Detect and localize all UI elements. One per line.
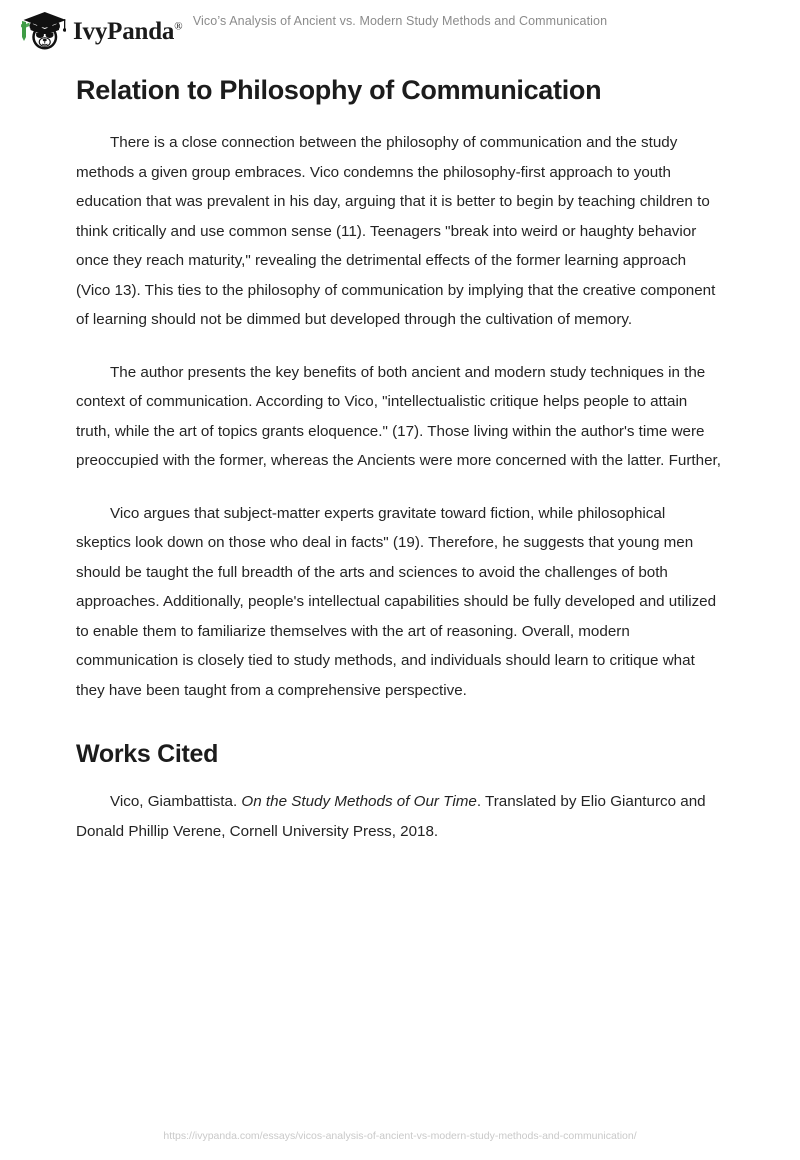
page-title: Relation to Philosophy of Communication <box>76 75 602 105</box>
document-page <box>0 58 800 846</box>
page-header <box>0 0 800 58</box>
registered-mark: ® <box>174 20 183 33</box>
page-footer <box>0 1110 800 1160</box>
citation-publication-info: . Translated by Elio Gianturco and Donald Phillip Verene, Cornell University Press, 2018. <box>76 793 706 840</box>
document-content <box>76 58 724 846</box>
citation-entry <box>76 787 724 846</box>
source-url[interactable]: https://ivypanda.com/essays/vicos-analysis-of-ancient-vs-modern-study-methods-and-communication/ <box>163 1130 637 1142</box>
paragraph-1: There is a close connection between the philosophy of communication and the study methods a given group embraces. Vico condemns the philosophy-first approach to youth education that was prevalent in his day, arguing that it is better to begin by teaching children to think critically and use common sense (11). Teenagers "break into weird or haughty behavior once they reach maturity," revealing the detrimental effects of the former learning approach (Vico 13). This ties to the philosophy of communication by implying that the creative component of learning should not be dimmed but developed through the cultivation of memory. <box>76 134 716 329</box>
brand-name-text: IvyPanda <box>73 17 175 45</box>
citation-author: Vico, Giambattista. <box>110 793 238 811</box>
document-title: Vico’s Analysis of Ancient vs. Modern Study Methods and Communication <box>192 14 608 28</box>
paragraph-3: Vico argues that subject-matter experts gravitate toward fiction, while philosophical skeptics look down on those who deal in facts" (19). Therefore, he suggests that young men should be taught the full breadth of the arts and sciences to avoid the challenges of both approaches. Additionally, people's intellectual capabilities should be fully developed and utilized to enable them to familiarize themselves with the art of reasoning. Overall, modern communication is closely tied to study methods, and individuals should learn to critique what they have been taught from a comprehensive perspective. <box>76 504 717 699</box>
paragraph-2: The author presents the key benefits of both ancient and modern study techniques in the context of communication. According to Vico, "intellectualistic critique helps people to attain truth, while the art of topics grants eloquence." (17). Those living within the author's time were preoccupied with the former, whereas the Ancients were more concerned with the latter. Further, <box>76 363 721 470</box>
works-cited-heading: Works Cited <box>76 740 219 769</box>
citation-title: On the Study Methods of Our Time <box>241 793 477 811</box>
